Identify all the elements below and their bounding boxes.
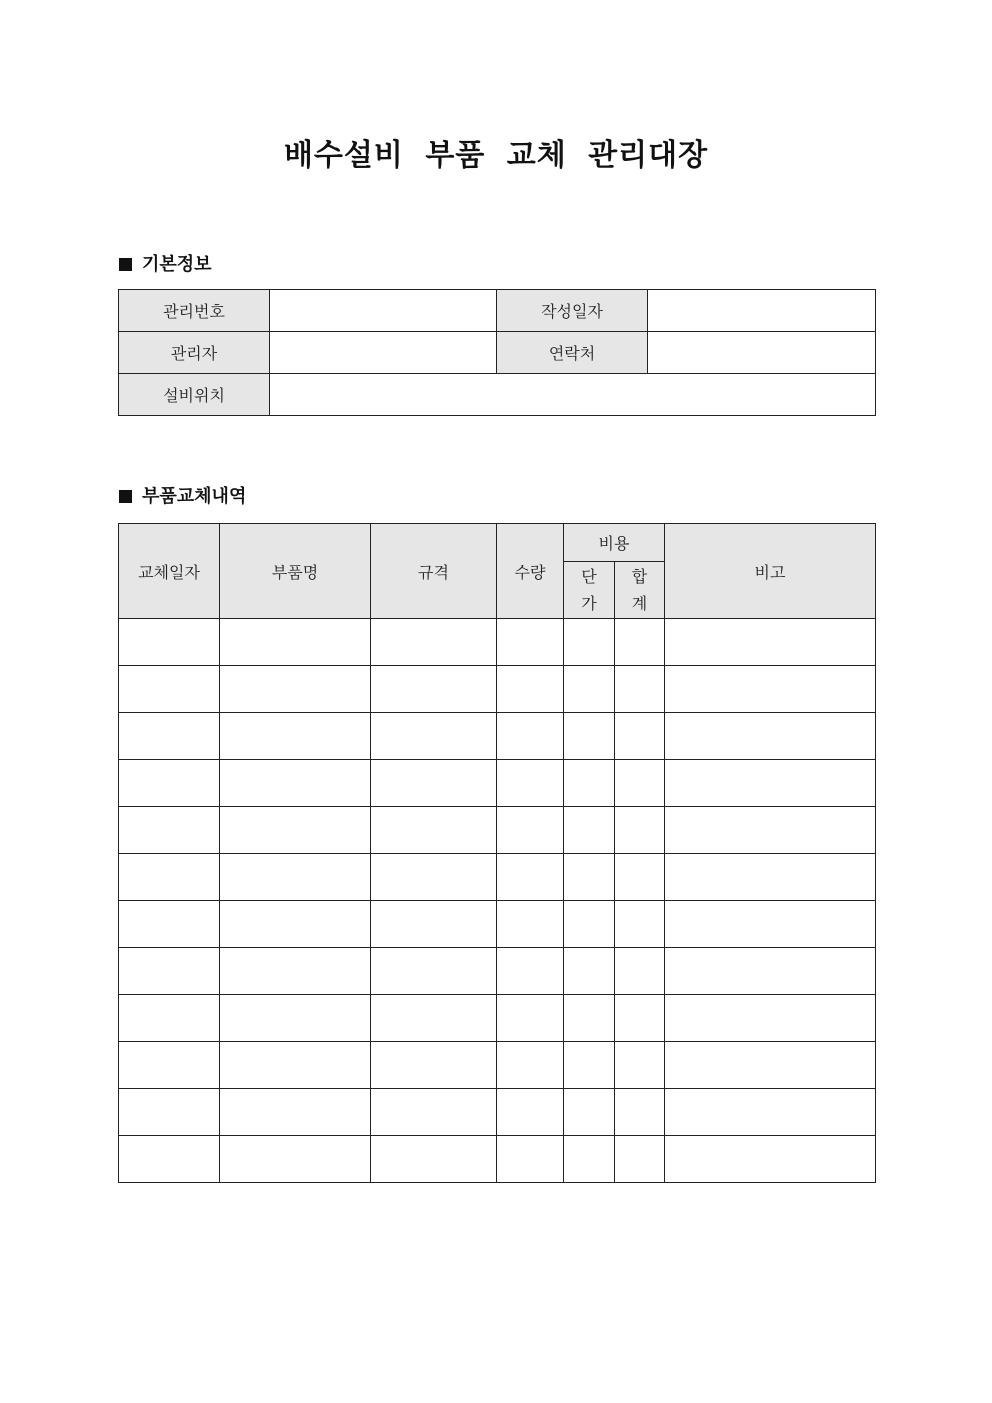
unit-price-cell[interactable] [564, 619, 615, 666]
total-label-2: 계 [631, 594, 648, 613]
remarks-cell[interactable] [665, 854, 876, 901]
part-name-cell[interactable] [220, 854, 371, 901]
parts-replacement-table [118, 523, 876, 1183]
quantity-cell[interactable] [497, 995, 564, 1042]
unit-price-label-2: 가 [581, 594, 597, 613]
unit-price-cell[interactable] [564, 854, 615, 901]
date-cell[interactable] [119, 619, 220, 666]
date-cell[interactable] [119, 666, 220, 713]
facility-location-field[interactable] [270, 374, 876, 416]
total-cell[interactable] [615, 666, 665, 713]
table-row [119, 1089, 876, 1136]
date-cell[interactable] [119, 1136, 220, 1183]
spec-cell[interactable] [371, 948, 497, 995]
table-header-row [119, 524, 876, 562]
total-cell[interactable] [615, 948, 665, 995]
spec-cell[interactable] [371, 1136, 497, 1183]
quantity-cell[interactable] [497, 666, 564, 713]
total-cell[interactable] [615, 760, 665, 807]
date-written-field[interactable] [648, 290, 876, 332]
quantity-cell[interactable] [497, 1136, 564, 1183]
quantity-cell[interactable] [497, 854, 564, 901]
remarks-cell[interactable] [665, 1136, 876, 1183]
table-row [119, 619, 876, 666]
table-row [119, 948, 876, 995]
quantity-cell[interactable] [497, 760, 564, 807]
part-name-cell[interactable] [220, 1136, 371, 1183]
part-name-cell[interactable] [220, 619, 371, 666]
table-row [119, 995, 876, 1042]
square-bullet-icon [119, 490, 132, 503]
unit-price-cell[interactable] [564, 713, 615, 760]
column-header-quantity: 수량 [497, 524, 564, 619]
total-cell[interactable] [615, 807, 665, 854]
table-row [119, 1136, 876, 1183]
unit-price-cell[interactable] [564, 760, 615, 807]
square-bullet-icon [119, 258, 132, 271]
total-cell[interactable] [615, 1136, 665, 1183]
spec-cell[interactable] [371, 619, 497, 666]
unit-price-cell[interactable] [564, 807, 615, 854]
quantity-cell[interactable] [497, 807, 564, 854]
unit-price-cell[interactable] [564, 995, 615, 1042]
column-header-remarks: 비고 [665, 524, 876, 619]
quantity-cell[interactable] [497, 948, 564, 995]
unit-price-label-1: 단 [581, 567, 597, 586]
section-heading-label: 기본정보 [142, 254, 212, 275]
column-header-part-name: 부품명 [220, 524, 371, 619]
unit-price-cell[interactable] [564, 1136, 615, 1183]
total-label-1: 합 [631, 567, 648, 586]
table-row [119, 374, 876, 416]
spec-cell[interactable] [371, 1089, 497, 1136]
contact-label: 연락처 [497, 332, 648, 374]
total-cell[interactable] [615, 995, 665, 1042]
date-cell[interactable] [119, 1089, 220, 1136]
remarks-cell[interactable] [665, 995, 876, 1042]
table-row [119, 666, 876, 713]
table-row [119, 901, 876, 948]
part-name-cell[interactable] [220, 666, 371, 713]
remarks-cell[interactable] [665, 713, 876, 760]
date-cell[interactable] [119, 713, 220, 760]
part-name-cell[interactable] [220, 901, 371, 948]
column-header-unit-price [564, 562, 615, 619]
column-header-spec: 규격 [371, 524, 497, 619]
spec-cell[interactable] [371, 807, 497, 854]
part-name-cell[interactable] [220, 948, 371, 995]
spec-cell[interactable] [371, 760, 497, 807]
spec-cell[interactable] [371, 1042, 497, 1089]
table-row [119, 332, 876, 374]
total-cell[interactable] [615, 854, 665, 901]
table-row [119, 807, 876, 854]
column-header-date: 교체일자 [119, 524, 220, 619]
management-no-label: 관리번호 [119, 290, 270, 332]
quantity-cell[interactable] [497, 619, 564, 666]
remarks-cell[interactable] [665, 666, 876, 713]
unit-price-cell[interactable] [564, 1089, 615, 1136]
remarks-cell[interactable] [665, 901, 876, 948]
column-header-cost: 비용 [564, 524, 665, 562]
facility-location-label: 설비위치 [119, 374, 270, 416]
table-row [119, 854, 876, 901]
spec-cell[interactable] [371, 901, 497, 948]
remarks-cell[interactable] [665, 948, 876, 995]
part-name-cell[interactable] [220, 807, 371, 854]
remarks-cell[interactable] [665, 1042, 876, 1089]
unit-price-cell[interactable] [564, 1042, 615, 1089]
part-name-cell[interactable] [220, 1042, 371, 1089]
date-cell[interactable] [119, 807, 220, 854]
basic-info-table [118, 289, 876, 416]
quantity-cell[interactable] [497, 901, 564, 948]
remarks-cell[interactable] [665, 1089, 876, 1136]
quantity-cell[interactable] [497, 1089, 564, 1136]
remarks-cell[interactable] [665, 807, 876, 854]
column-header-total [615, 562, 665, 619]
quantity-cell[interactable] [497, 713, 564, 760]
total-cell[interactable] [615, 713, 665, 760]
table-row [119, 1042, 876, 1089]
table-row [119, 713, 876, 760]
spec-cell[interactable] [371, 666, 497, 713]
date-cell[interactable] [119, 1042, 220, 1089]
management-no-field[interactable] [270, 290, 497, 332]
remarks-cell[interactable] [665, 760, 876, 807]
part-name-cell[interactable] [220, 995, 371, 1042]
table-row [119, 290, 876, 332]
remarks-cell[interactable] [665, 619, 876, 666]
section-heading-basic-info [119, 252, 212, 278]
unit-price-cell[interactable] [564, 666, 615, 713]
table-row [119, 760, 876, 807]
spec-cell[interactable] [371, 713, 497, 760]
total-cell[interactable] [615, 619, 665, 666]
part-name-cell[interactable] [220, 713, 371, 760]
spec-cell[interactable] [371, 854, 497, 901]
contact-field[interactable] [648, 332, 876, 374]
section-heading-label: 부품교체내역 [142, 486, 247, 507]
part-name-cell[interactable] [220, 1089, 371, 1136]
quantity-cell[interactable] [497, 1042, 564, 1089]
total-cell[interactable] [615, 1089, 665, 1136]
section-heading-parts-replacement [119, 484, 246, 510]
unit-price-cell[interactable] [564, 948, 615, 995]
parts-table-body [119, 619, 876, 1183]
date-cell[interactable] [119, 854, 220, 901]
manager-label: 관리자 [119, 332, 270, 374]
date-cell[interactable] [119, 995, 220, 1042]
total-cell[interactable] [615, 1042, 665, 1089]
date-cell[interactable] [119, 948, 220, 995]
page-title: 배수설비 부품 교체 관리대장 [283, 138, 709, 173]
part-name-cell[interactable] [220, 760, 371, 807]
date-cell[interactable] [119, 760, 220, 807]
spec-cell[interactable] [371, 995, 497, 1042]
manager-field[interactable] [270, 332, 497, 374]
total-cell[interactable] [615, 901, 665, 948]
date-cell[interactable] [119, 901, 220, 948]
date-written-label: 작성일자 [497, 290, 648, 332]
unit-price-cell[interactable] [564, 901, 615, 948]
